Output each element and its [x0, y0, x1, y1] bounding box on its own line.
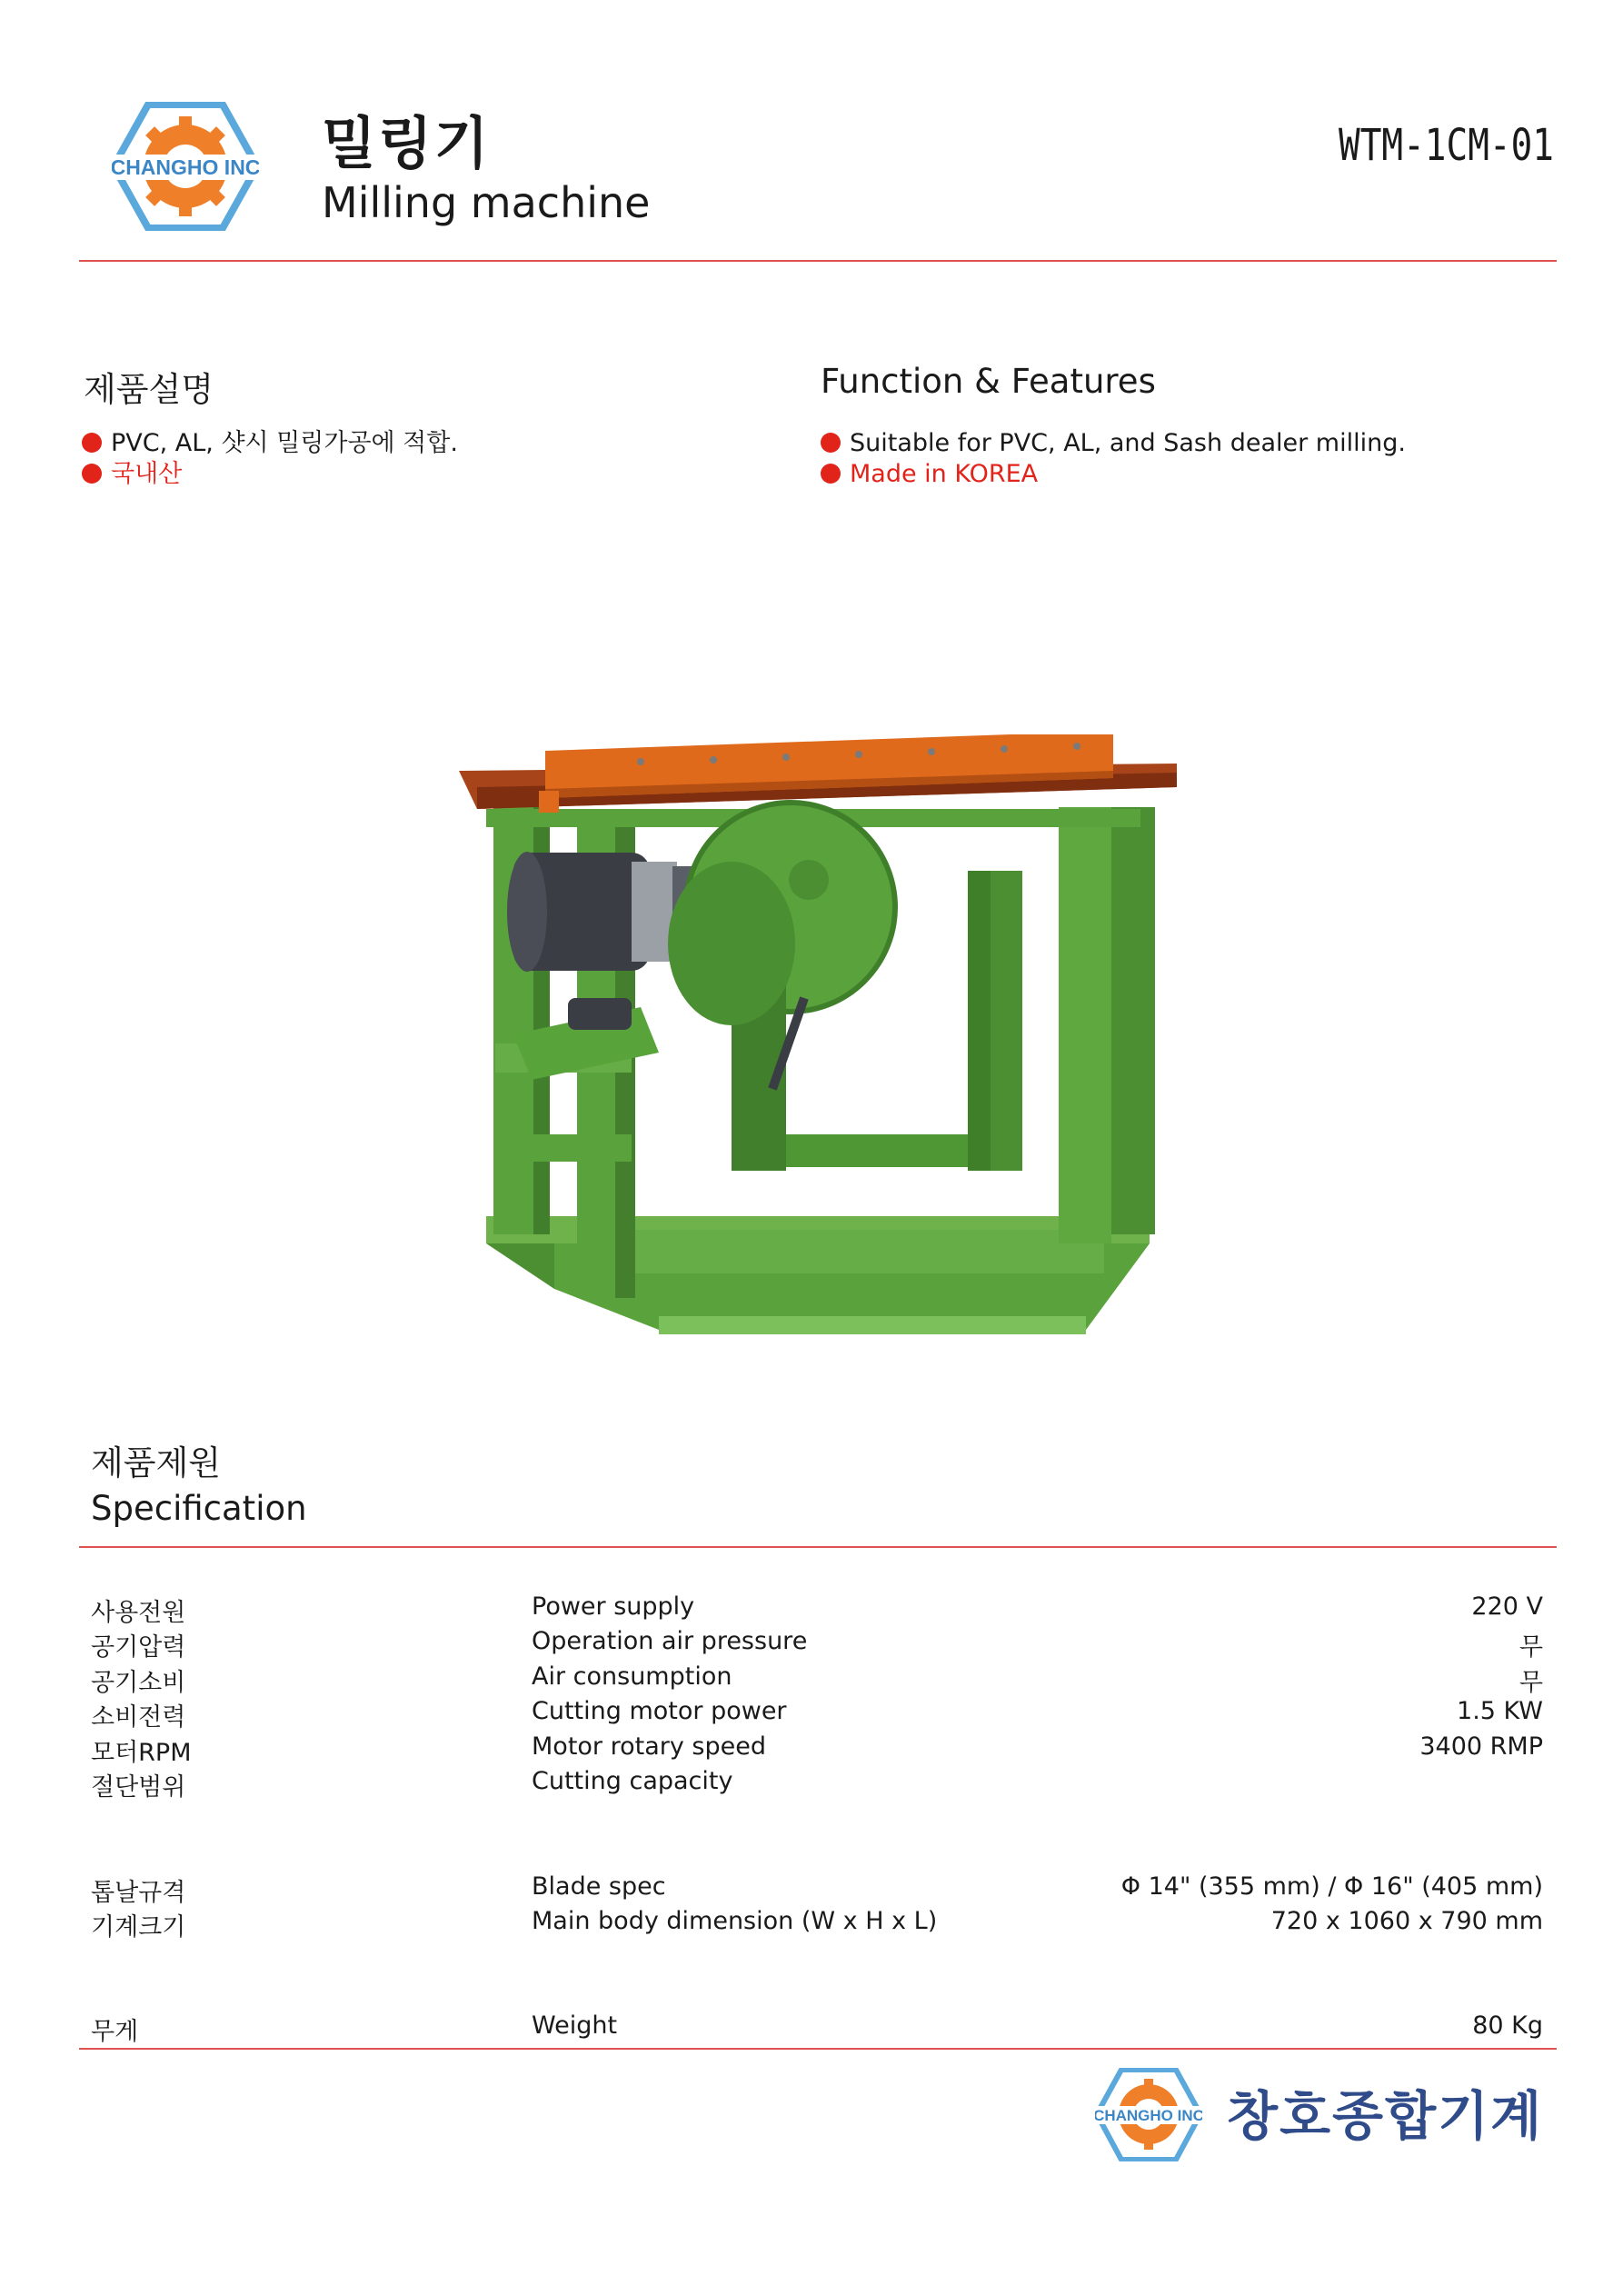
- bullet-icon: [82, 433, 102, 453]
- spec-label-en: Cutting motor power: [532, 1697, 787, 1725]
- spec-value: 3400 RMP: [1419, 1732, 1543, 1761]
- bullet-icon: [821, 464, 841, 484]
- spec-label-ko: 기계크기: [91, 1913, 186, 1942]
- spec-label-ko: 사용전원: [91, 1599, 186, 1627]
- feature-item: Made in KOREA: [821, 459, 1406, 490]
- spec-value: 80 Kg: [1472, 2011, 1543, 2040]
- spec-value: 무: [1518, 1669, 1543, 1697]
- spec-title-en: Specification: [91, 1489, 307, 1528]
- spec-divider-bottom: [79, 2048, 1557, 2050]
- page-title-ko: 밀링기: [322, 110, 491, 176]
- spec-label-ko: 공기압력: [91, 1633, 186, 1662]
- spec-divider-top: [79, 1546, 1557, 1548]
- section-title-description-ko: 제품설명: [84, 370, 214, 409]
- spec-row: [91, 1627, 1543, 1662]
- spec-row: [91, 1697, 1543, 1732]
- spec-value: Φ 14" (355 mm) / Φ 16" (405 mm): [1120, 1872, 1543, 1901]
- logo-text: CHANGHO INC: [112, 155, 259, 179]
- spec-label-ko: 무게: [91, 2018, 139, 2046]
- spec-row: [91, 1907, 1543, 1942]
- spec-value: 220 V: [1471, 1592, 1543, 1621]
- feature-item: 국내산: [82, 459, 458, 490]
- section-title-description-en: Function & Features: [821, 362, 1156, 401]
- spec-label-en: Cutting capacity: [532, 1767, 733, 1795]
- spec-value: 1.5 KW: [1457, 1697, 1543, 1725]
- footer-brand-name: 창호종합기계: [1227, 2085, 1544, 2147]
- spec-title-ko: 제품제원: [91, 1443, 221, 1482]
- feature-item: PVC, AL, 샷시 밀링가공에 적합.: [82, 428, 458, 459]
- spec-label-en: Blade spec: [532, 1872, 666, 1901]
- spec-value: 720 x 1060 x 790 mm: [1270, 1907, 1543, 1935]
- spec-label-en: Power supply: [532, 1592, 695, 1621]
- spec-label-ko: 공기소비: [91, 1669, 186, 1697]
- header-divider: [79, 260, 1557, 262]
- spec-label-en: Main body dimension (W x H x L): [532, 1907, 938, 1935]
- spec-label-en: Weight: [532, 2011, 618, 2040]
- spec-label-en: Air consumption: [532, 1662, 732, 1691]
- spec-value: 무: [1518, 1633, 1543, 1662]
- footer-logo-text: CHANGHO INC: [1095, 2107, 1202, 2124]
- feature-list-ko: [82, 428, 458, 490]
- spec-label-ko: 톱날규격: [91, 1879, 186, 1907]
- bullet-icon: [821, 433, 841, 453]
- spec-label-en: Motor rotary speed: [532, 1732, 766, 1761]
- feature-item: Suitable for PVC, AL, and Sash dealer milling.: [821, 428, 1406, 459]
- spec-label-en: Operation air pressure: [532, 1627, 808, 1655]
- spec-row: [91, 1767, 1543, 1802]
- bullet-icon: [82, 464, 102, 484]
- spec-row: [91, 2011, 1543, 2046]
- spec-row: [91, 1662, 1543, 1697]
- product-photo: [459, 734, 1186, 1343]
- spec-label-ko: 절단범위: [91, 1773, 186, 1802]
- spec-row: [91, 1592, 1543, 1627]
- footer-logo: [1095, 2068, 1202, 2161]
- page-title-en: Milling machine: [322, 178, 651, 227]
- model-number: WTM-1CM-01: [1339, 120, 1554, 171]
- company-logo: [112, 102, 259, 231]
- spec-row: [91, 1872, 1543, 1907]
- spec-row: [91, 1732, 1543, 1767]
- feature-list-en: [821, 428, 1406, 490]
- spec-label-ko: 모터RPM: [91, 1739, 192, 1767]
- section-title-spec: [91, 1441, 307, 1532]
- spec-label-ko: 소비전력: [91, 1703, 186, 1732]
